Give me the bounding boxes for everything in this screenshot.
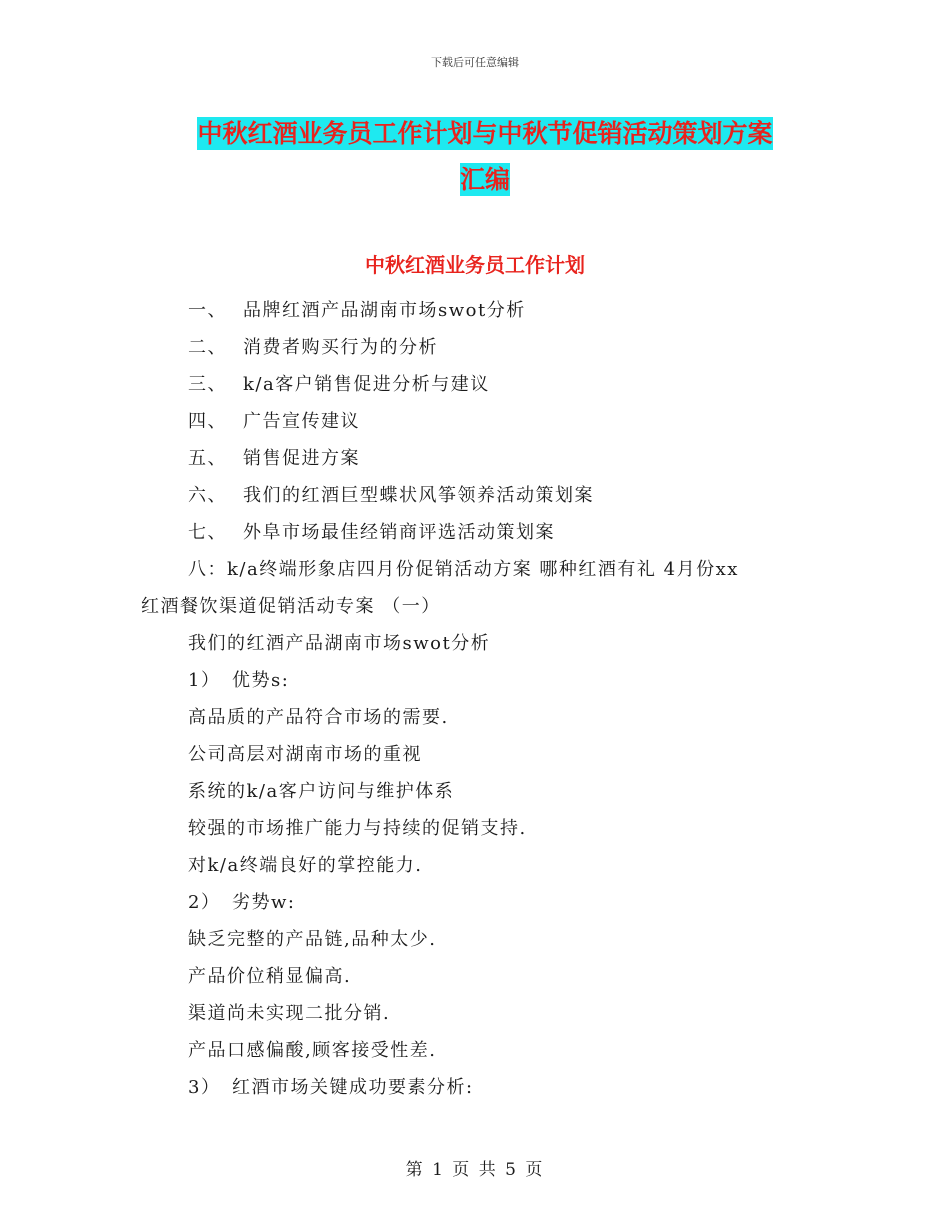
subsection-number: 2） xyxy=(188,892,221,913)
strengths-label xyxy=(141,662,821,699)
subsection-title: 劣势w: xyxy=(232,892,296,913)
weakness-item: 缺乏完整的产品链,品种太少. xyxy=(188,929,437,950)
weakness-item: 产品口感偏酸,顾客接受性差. xyxy=(188,1040,437,1061)
outline-item xyxy=(141,514,821,551)
outline-text: 我们的红酒巨型蝶状风筝领养活动策划案 xyxy=(243,485,594,506)
title-line-2: 汇编 xyxy=(459,165,510,194)
subsection-title: 优势s: xyxy=(232,670,290,691)
outline-number: 二、 xyxy=(188,337,227,358)
subsection-number: 3） xyxy=(188,1077,221,1098)
weaknesses-label xyxy=(141,884,821,921)
strength-item: 公司高层对湖南市场的重视 xyxy=(188,744,422,765)
outline-item xyxy=(141,477,821,514)
outline-item xyxy=(141,292,821,329)
header-note: 下载后可任意编辑 xyxy=(431,56,519,69)
document-body xyxy=(141,292,821,1106)
item-8-line-2: 红酒餐饮渠道促销活动专案 （一） xyxy=(141,596,441,617)
outline-text: k/a客户销售促进分析与建议 xyxy=(243,374,490,395)
outline-number: 四、 xyxy=(188,411,227,432)
outline-number: 六、 xyxy=(188,485,227,506)
title-line-1: 中秋红酒业务员工作计划与中秋节促销活动策划方案 xyxy=(197,119,773,148)
outline-text: 广告宣传建议 xyxy=(243,411,360,432)
outline-number: 三、 xyxy=(188,374,227,395)
item-8-line-1: 八：k/a终端形象店四月份促销活动方案 哪种红酒有礼 4月份xx xyxy=(188,559,739,580)
page-footer: 第 1 页 共 5 页 xyxy=(405,1160,545,1180)
strength-item: 高品质的产品符合市场的需要. xyxy=(188,707,449,728)
weakness-item: 渠道尚未实现二批分销. xyxy=(188,1003,391,1024)
document-title xyxy=(140,111,830,203)
swot-heading: 我们的红酒产品湖南市场swot分析 xyxy=(188,633,491,654)
outline-item xyxy=(141,329,821,366)
outline-text: 外阜市场最佳经销商评选活动策划案 xyxy=(243,522,555,543)
outline-item xyxy=(141,403,821,440)
strength-item: 对k/a终端良好的掌控能力. xyxy=(188,855,423,876)
outline-text: 消费者购买行为的分析 xyxy=(243,337,438,358)
weakness-item: 产品价位稍显偏高. xyxy=(188,966,352,987)
outline-number: 一、 xyxy=(188,300,227,321)
strength-item: 系统的k/a客户访问与维护体系 xyxy=(188,781,455,802)
section-title: 中秋红酒业务员工作计划 xyxy=(365,253,585,277)
strength-item: 较强的市场推广能力与持续的促销支持. xyxy=(188,818,527,839)
subsection-title: 红酒市场关键成功要素分析: xyxy=(232,1077,474,1098)
outline-item xyxy=(141,366,821,403)
outline-item xyxy=(141,440,821,477)
subsection-number: 1） xyxy=(188,670,221,691)
outline-text: 销售促进方案 xyxy=(243,448,360,469)
factors-label xyxy=(141,1069,821,1106)
outline-number: 五、 xyxy=(188,448,227,469)
outline-text: 品牌红酒产品湖南市场swot分析 xyxy=(243,300,526,321)
outline-number: 七、 xyxy=(188,522,227,543)
